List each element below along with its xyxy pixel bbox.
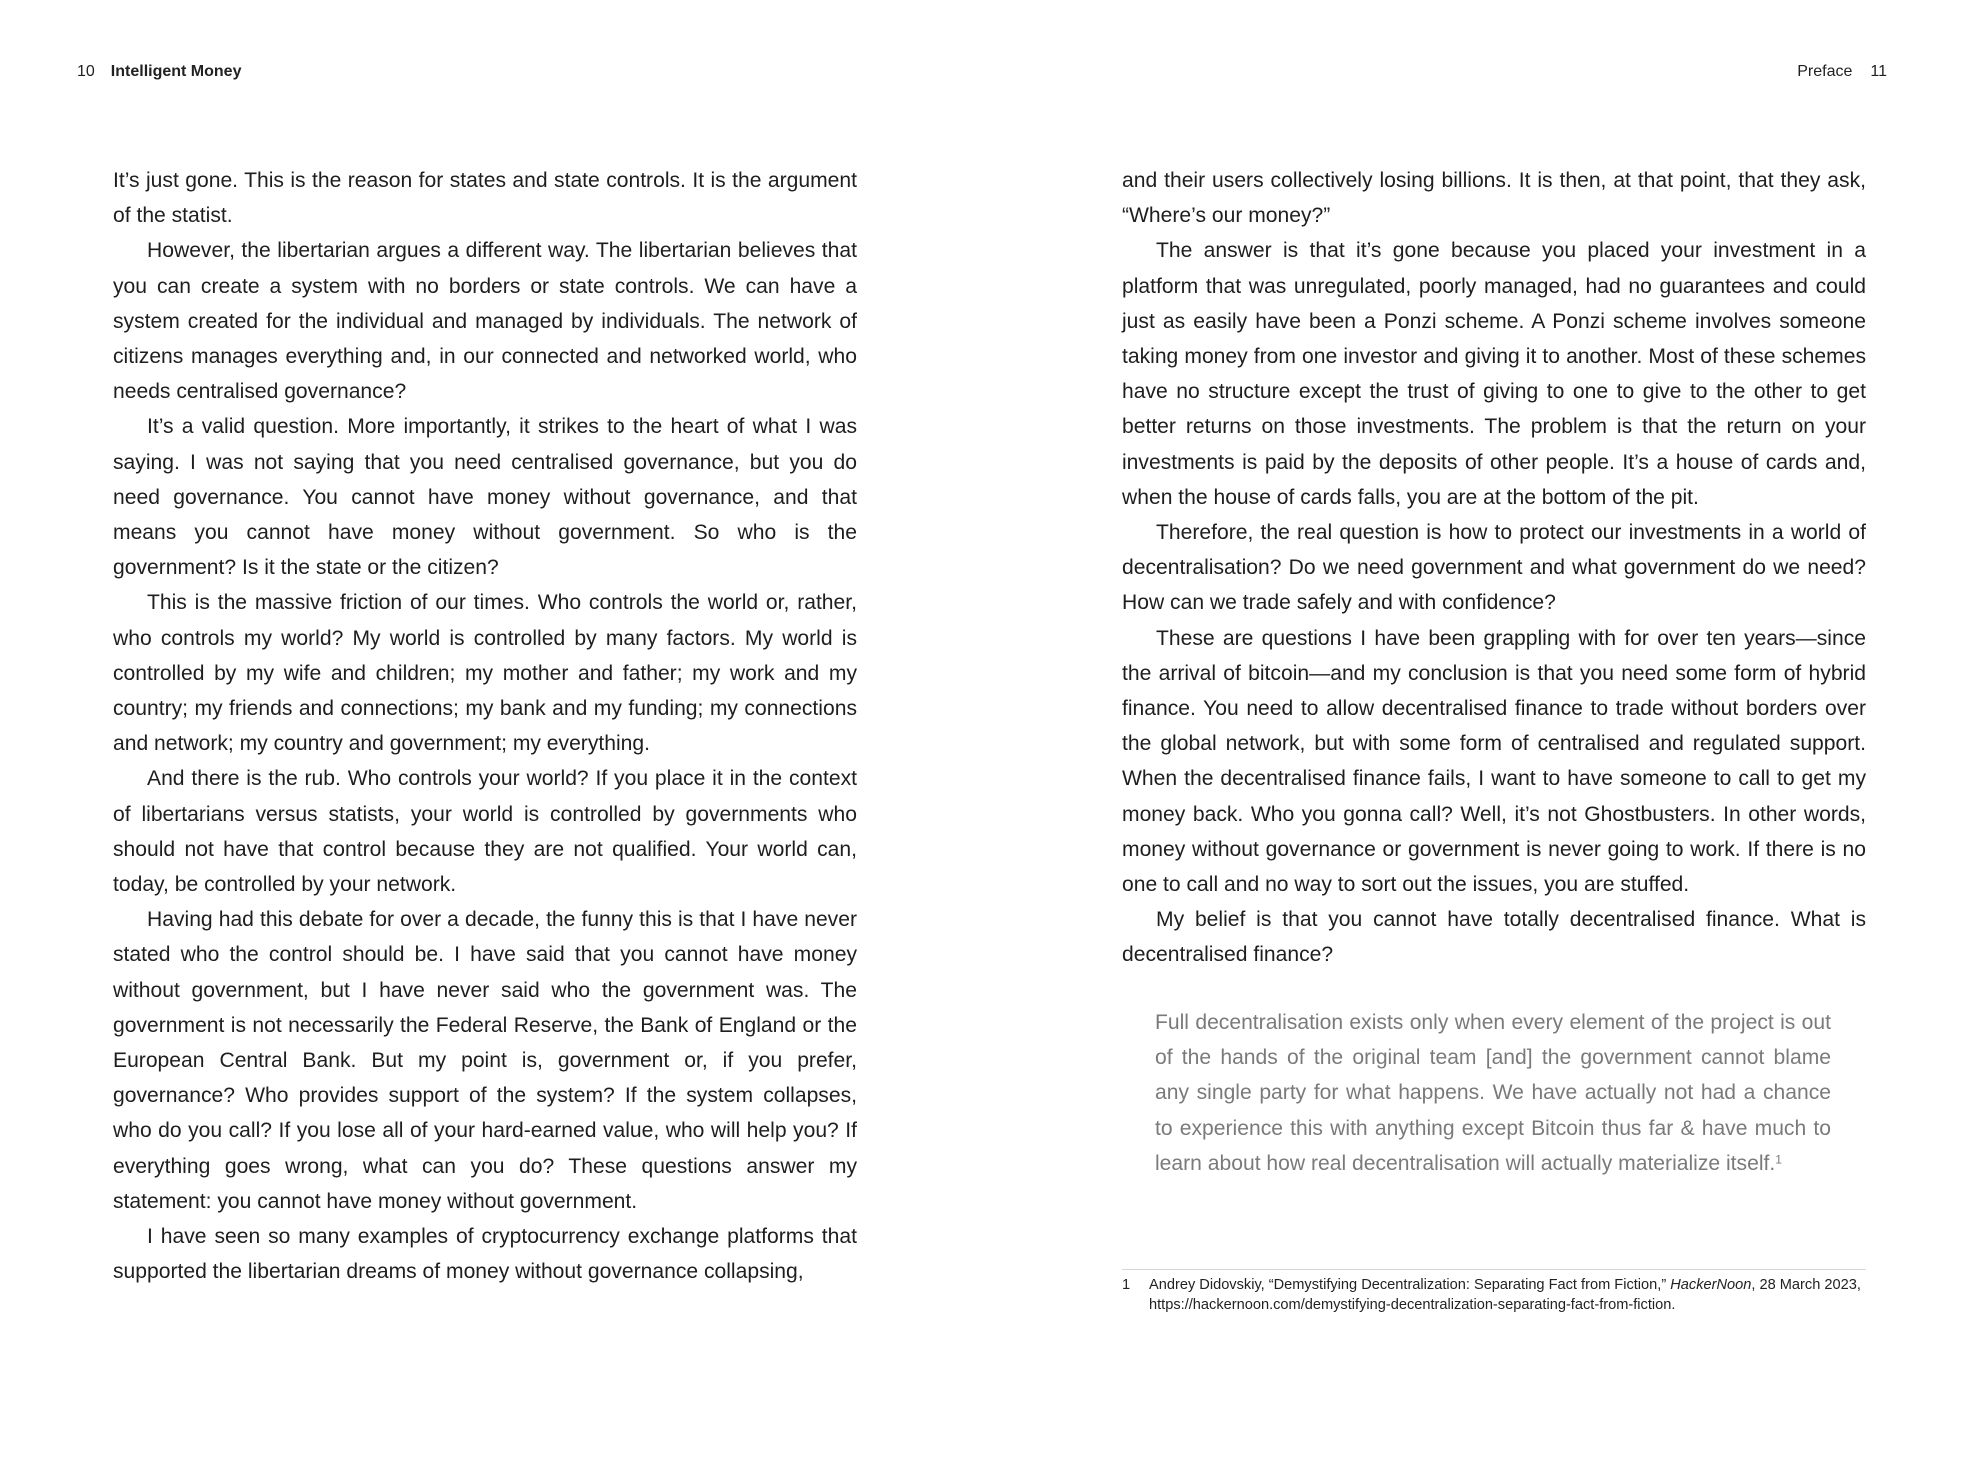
book-title: Intelligent Money [110, 63, 242, 80]
paragraph: and their users collectively losing billions. It is then, at that point, that they ask, “Where’s our money?” [1122, 169, 1866, 228]
right-body-text [1122, 163, 1866, 973]
page-number: 10 [77, 63, 95, 80]
page-number: 11 [1870, 63, 1887, 80]
block-quote [1155, 1005, 1831, 1181]
footnote-citation-end: , 28 March 2023, https://hackernoon.com/demystifying-decentralization-separating-fact-from-fiction. [1149, 1277, 1861, 1313]
paragraph: And there is the rub. Who controls your world? If you place it in the context of libertarians versus statists, your world is controlled by governments who should not have that control because they are not qualified. Your world can, today, be controlled by your network. [113, 767, 857, 897]
paragraph: This is the massive friction of our times. Who controls the world or, rather, who controls my world? My world is controlled by many factors. My world is controlled by my wife and children; my mother and father; my work and my country; my friends and connections; my bank and my funding; my connections and network; my country and government; my everything. [113, 591, 857, 756]
right-page [984, 0, 1969, 1470]
paragraph: These are questions I have been grappling with for over ten years—since the arrival of bitcoin—and my conclusion is that you need some form of hybrid finance. You need to allow decentralised finance to trade without borders over the global network, but with some form of centralised and regulated support. When the decentralised finance fails, I want to have someone to call to get my money back. Who you gonna call? Well, it’s not Ghostbusters. In other words, money without governance or government is never going to work. If there is no one to call and no way to sort out the issues, you are stuffed. [1122, 626, 1866, 897]
right-running-head [1797, 60, 1887, 84]
footnote-reference: 1 [1775, 1152, 1782, 1167]
left-body-text [113, 163, 857, 1290]
footnote-divider [1122, 1269, 1866, 1270]
footnote-text [1149, 1275, 1866, 1315]
footnote [1122, 1275, 1866, 1315]
paragraph: However, the libertarian argues a different way. The libertarian believes that you can create a system with no borders or state controls. We can have a system created for the individual and managed by individuals. The network of citizens manages everything and, in our connected and networked world, who needs centralised governance? [113, 239, 857, 404]
paragraph: I have seen so many examples of cryptocurrency exchange platforms that supported the libertarian dreams of money without governance collapsing, [113, 1225, 857, 1284]
footnote-number: 1 [1122, 1277, 1131, 1293]
paragraph: Having had this debate for over a decade, the funny this is that I have never stated who the control should be. I have said that you cannot have money without government, but I have never said who the government was. The government is not necessarily the Federal Reserve, the Bank of England or the European Central Bank. But my point is, government or, if you prefer, governance? Who provides support of the system? If the system collapses, who do you call? If you lose all of your hard-earned value, who will help you? If everything goes wrong, what can you do? These questions answer my statement: you cannot have money without government. [113, 908, 857, 1213]
paragraph: The answer is that it’s gone because you placed your investment in a platform that was unregulated, poorly managed, had no guarantees and could just as easily have been a Ponzi scheme. A Ponzi scheme involves someone taking money from one investor and giving it to another. Most of these schemes have no structure except the trust of giving to one to give to the other to get better returns on those investments. The problem is that the return on your investments is paid by the deposits of other people. It’s a house of cards and, when the house of cards falls, you are at the bottom of the pit. [1122, 239, 1866, 509]
left-page [0, 0, 984, 1470]
footnote-publication: HackerNoon [1670, 1277, 1752, 1293]
left-running-head [77, 60, 241, 84]
chapter-title: Preface [1797, 63, 1853, 80]
paragraph: My belief is that you cannot have totally decentralised finance. What is decentralised finance? [1122, 908, 1866, 967]
paragraph: It’s just gone. This is the reason for states and state controls. It is the argument of the statist. [113, 169, 857, 228]
paragraph: Therefore, the real question is how to protect our investments in a world of decentralisation? Do we need government and what government do we need? How can we trade safely and with confidence? [1122, 521, 1866, 615]
quote-text: Full decentralisation exists only when every element of the project is out of the hands of the original team [and] the government cannot blame any single party for what happens. We have actually not had a chance to experience this with anything except Bitcoin thus far & have much to learn about how real decentralisation will actually materialize itself. [1155, 1011, 1831, 1175]
footnote-citation: Andrey Didovskiy, “Demystifying Decentralization: Separating Fact from Fiction,” [1149, 1277, 1671, 1293]
paragraph: It’s a valid question. More importantly, it strikes to the heart of what I was saying. I was not saying that you need centralised governance, but you do need governance. You cannot have money without governance, and that means you cannot have money without government. So who is the government? Is it the state or the citizen? [113, 415, 857, 580]
